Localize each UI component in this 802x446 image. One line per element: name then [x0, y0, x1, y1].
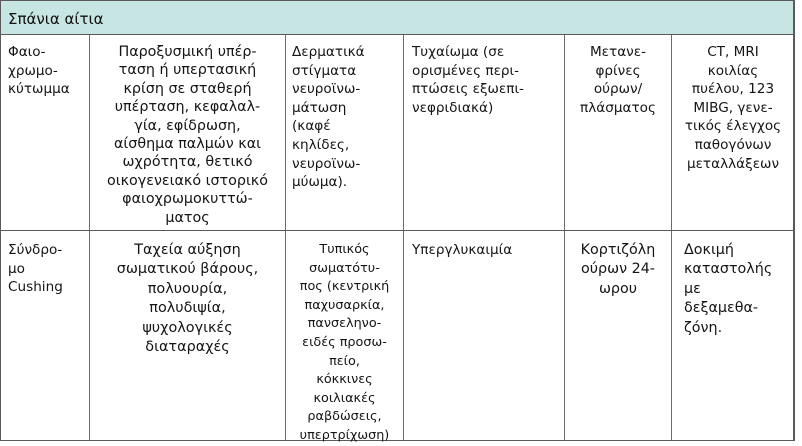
signs-cell: Δερματικά στίγματα νευροϊνω- μάτωση (καφέ κηλίδες, νευροϊνω- μύωμα). [285, 35, 403, 230]
first-line-test-cell: Μετανε- φρίνες ούρων/ πλάσματος [564, 35, 671, 230]
first-line-test-cell: Κορτιζόλη ούρων 24- ωρου [564, 231, 671, 440]
confirmation-test-cell: CT, MRI κοιλίας πυέλου, 123 MIBG, γενε- τικός έλεγχος παθογόνων μεταλλάξεων [671, 35, 794, 230]
labs-cell: Τυχαίωμα (σε ορισμένες περι- πτώσεις εξωεπι- νεφριδιακά) [403, 35, 564, 230]
confirmation-test-cell: Δοκιμή καταστολής με δεξαμεθα- ζόνη. [671, 231, 794, 440]
table-row [1, 35, 793, 231]
signs-cell: Τυπικός σωματότυ- πος (κεντρική παχυσαρκία, πανσεληνο- ειδές προσω- πείο, κόκκινες κοιλιακές ραβδώσεις, υπερτρίχωση) [285, 231, 403, 440]
symptoms-cell: Παροξυσμική υπέρ- ταση ή υπερτασική κρίση σε σταθερή υπέρταση, κεφαλαλ- γία, εφίδρωση, αίσθημα παλμών και ωχρότητα, θετικό οικογενειακό ιστορικό φαιοχρωμοκυττώ- ματος [89, 35, 285, 230]
table-header: Σπάνια αίτια [1, 1, 793, 35]
table-row [1, 231, 793, 443]
disease-cell: Φαιο- χρωμο- κύτωμμα [8, 44, 70, 97]
labs-cell: Υπεργλυκαιμία [403, 231, 564, 440]
symptoms-cell: Ταχεία αύξηση σωματικού βάρους, πολυουρία, πολυδιψία, ψυχολογικές διαταραχές [89, 231, 285, 440]
disease-cell: Σύνδρο- μο Cushing [8, 242, 63, 295]
